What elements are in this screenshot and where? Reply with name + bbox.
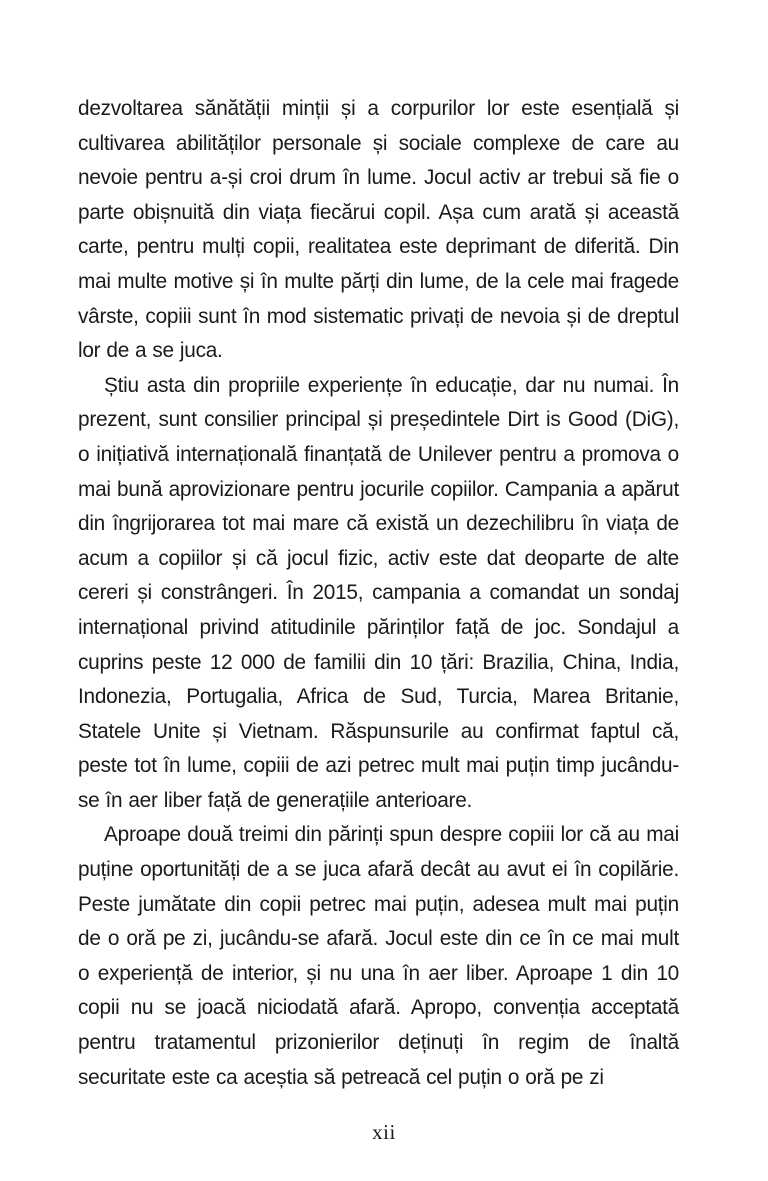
paragraph-2: Știu asta din propriile experiențe în educație, dar nu numai. În prezent, sunt consilier principal și președintele Dirt is Good (DiG), o inițiativă internațională finanțată de Unilever pentru a promova o mai bună aprovizionare pentru jocurile copiilor. Campania a apărut din îngrijorarea tot mai mare că există un dezechilibru în viața de acum a copiilor și că jocul fizic, activ este dat deoparte de alte cereri și constrângeri. În 2015, campania a comandat un sondaj internațional privind atitudinile părinților față de joc. Sondajul a cuprins peste 12 000 de familii din 10 țări: Brazilia, China, India, Indonezia, Portugalia, Africa de Sud, Turcia, Marea Britanie, Statele Unite și Vietnam. Răspunsurile au confirmat faptul că, peste tot în lume, copiii de azi petrec mult mai puțin timp jucându-se în aer liber față de generațiile anterioare. xyxy=(78,373,679,812)
paragraph-1: dezvoltarea sănătății minții și a corpurilor lor este esențială și cultivarea abilităților personale și sociale complexe de care au nevoie pentru a-și croi drum în lume. Jocul activ ar trebui să fie o parte obișnuită din viața fiecărui copil. Așa cum arată și această carte, pentru mulți copii, realitatea este deprimant de diferită. Din mai multe motive și în multe părți din lume, de la cele mai fragede vârste, copiii sunt în mod sistematic privați de nevoia și de dreptul lor de a se juca. xyxy=(78,97,679,363)
page-body xyxy=(78,92,679,1095)
page-number: xii xyxy=(372,1120,396,1144)
paragraph-3: Aproape două treimi din părinți spun despre copiii lor că au mai puține oportunități de a se juca afară decât au avut ei în copilărie. Peste jumătate din copii petrec mai puțin, adesea mult mai puțin de o oră pe zi, jucându-se afară. Jocul este din ce în ce mai mult o experiență de interior, și nu una în aer liber. Aproape 1 din 10 copii nu se joacă niciodată afară. Apropo, convenția acceptată pentru tratamentul prizonierilor deținuți în regim de înaltă securitate este ca aceștia să petreacă cel puțin o oră pe zi xyxy=(78,823,679,1089)
